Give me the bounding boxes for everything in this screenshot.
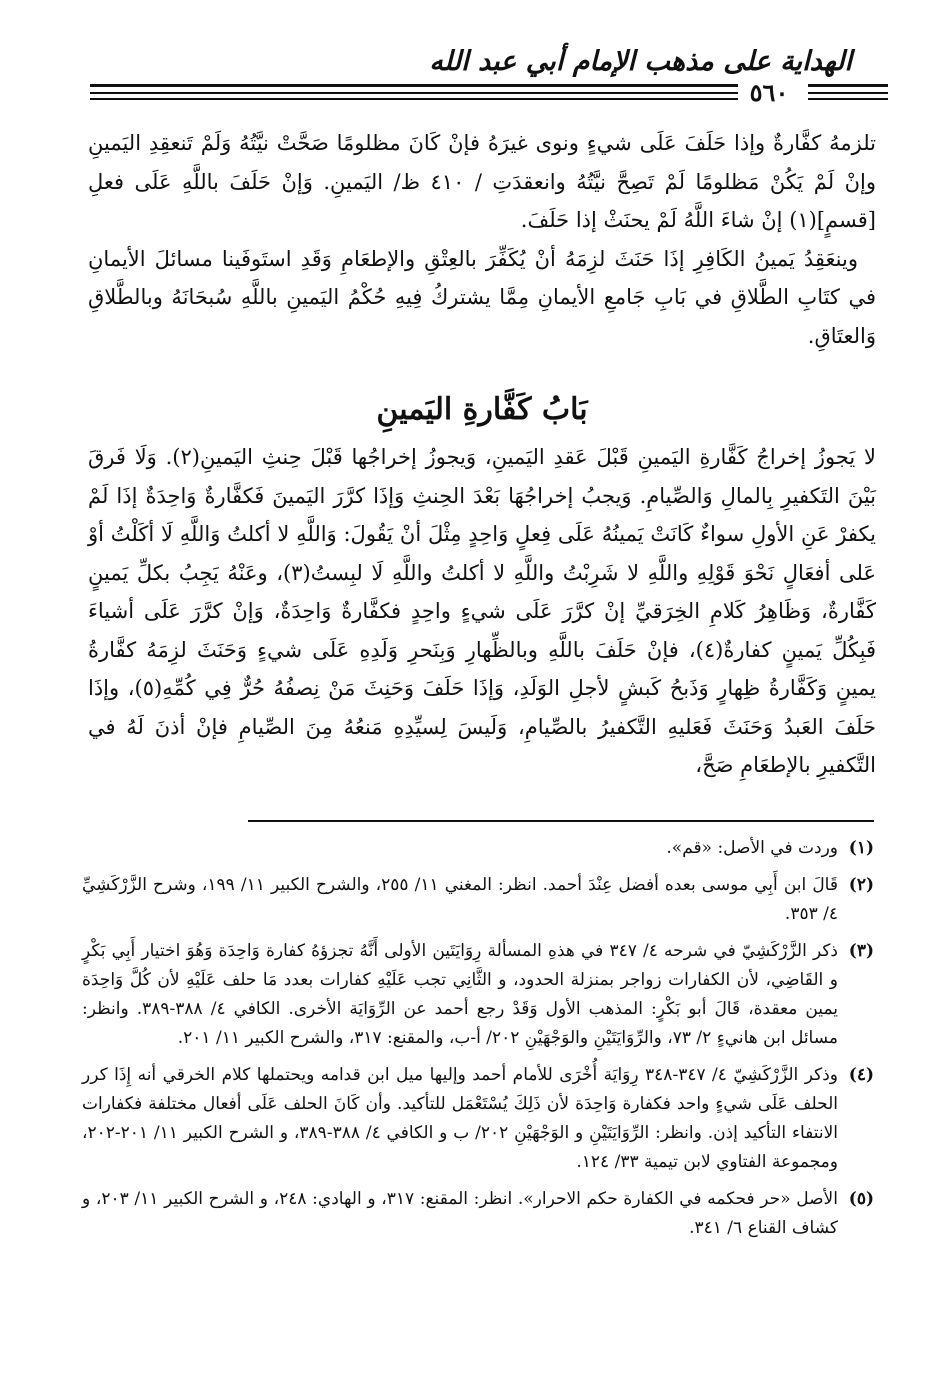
page-number: ٥٦٠ — [738, 78, 800, 107]
main-text-chapter — [88, 438, 876, 785]
body-paragraph: وينعَقِدُ يَمينُ الكَافِرِ إذَا حَنَثَ لزِمَهُ أنْ يُكَفِّرَ بالعِتْقِ والإطعَامِ وَقَدِ استَوفَينا مسائلَ الأيمانِ في كتَابِ الطَّلاقِ في بَابِ جَامعِ الأيمانِ مِمَّا يشتركُ فِيهِ حُكْمُ اليَمينِ باللَّهِ سُبحَانَهُ وبالطَّلاقِ وَالعتَاقِ. — [88, 246, 876, 348]
body-paragraph: تلزمهُ كفَّارةٌ وإذا حَلَفَ عَلَى شيءٍ ونوى غيرَهُ فإنْ كَانَ مظلومًا صَحَّتْ نيَّتُهُ وَلَمْ تَنعقِدِ اليَمينِ وإنْ لَمْ يَكُنْ مَظلومًا لَمْ تَصِحَّ نيَّتُهُ وانعقدَتِ / ٤١٠ ظ/ اليَمينِ. وَإنْ حَلَفَ باللَّهِ عَلَى فعلِ [قسمٍ](١) إنْ شاءَ اللَّهُ لَمْ يحنَثْ إذا حَلَفَ. — [88, 131, 876, 232]
footnotes — [82, 834, 874, 1251]
footnote-text: وردت في الأصل: «قم». — [666, 838, 838, 858]
header-rule — [90, 84, 790, 87]
footnote-number: (٣) — [848, 941, 874, 961]
footnote — [82, 834, 874, 863]
footnote — [82, 871, 874, 929]
header-rule — [808, 84, 888, 87]
chapter-title: بَابُ كَفَّارةِ اليَمينِ — [376, 392, 588, 427]
footnote — [82, 1061, 874, 1177]
footnote-number: (١) — [848, 838, 874, 858]
footnote-number: (٢) — [848, 875, 874, 895]
header-rule — [808, 98, 888, 100]
header-rule — [808, 92, 888, 94]
running-title: الهداية على مذهب الإمام أبي عبد الله — [429, 46, 852, 77]
footnote-text: ذكر الزَّرْكَشِيّ في شرحه ٤/ ٣٤٧ في هذهِ المسألة رِوَايَتَين الأولى أَنَّهُ تجزؤهُ كفارة وَاحِدَة وَهُوَ اختيار أَبِي بَكْرٍ و القَاضِي، لأن الكفارات زواجر بمنزلة الحدود، و الثَّانِي تجب عَلَيْهِ كفارات بعدد مَا حلف عَلَيْهِ لأن كُلَّ وَاحِدَة يمين معقدة، قَالَ أبو بَكْرٍ: المذهب الأول وَقَدْ رجع أحمد عن الرِّوَايَة الأخرى. الكافي ٤/ ٣٨٨-٣٨٩. وانظر: مسائل ابن هانيءٍ ٢/ ٧٣، والرِّوَايَتَيْنِ والوَجْهَيْنِ ٢٠٢/ أ-ب، والمقنع: ٣١٧، والشرح الكبير ١١/ ٢٠١. — [82, 941, 838, 1048]
header-rule — [90, 92, 790, 94]
footnote — [82, 1185, 874, 1243]
footnote-text: قَالَ ابن أَبِي موسى بعده أفضل عِنْدَ أحمد. انظر: المغني ١١/ ٢٥٥، والشرح الكبير ١١/ ١٩٩، وشرح الزَّرْكَشِيِّ ٤/ ٣٥٣. — [82, 875, 838, 924]
footnote-number: (٤) — [848, 1065, 874, 1085]
footnote-number: (٥) — [848, 1189, 874, 1209]
body-paragraph: لا يَجوزُ إخراجُ كَفَّارةِ اليَمينِ قَبْلَ عَقدِ اليَمينِ، وَيجوزُ إخراجُها قَبْلَ حِنثِ اليَمينِ(٢). وَلَا فَرقَ بَيْنَ التَكفيرِ بِالمالِ وَالصِّيامِ. وَيجبُ إخراجُهَا بَعْدَ الحِنثِ وَإذَا كرَّرَ اليَمينَ فَكفَّارةٌ وَاحِدَةٌ إذَا لَمْ يكفرْ عَنِ الأولِ سواءٌ كَانَتْ يَمينُهُ عَلَى فِعلٍ وَاحِدٍ مِثْلَ أنْ يَقُولَ: وَاللَّهِ لا أكلتُ وَاللَّهِ لَا أكَلْتُ أوْ عَلى أفعَالٍ نَحْوَ قَوْلِهِ واللَّهِ لا شَرِبْتُ واللَّهِ لا أكلتُ واللَّهِ لَا لبِستُ(٣)، وعَنْهُ يَجِبُ بكلِّ يَمينٍ كَفَّارةٌ، وَظَاهِرُ كَلامِ الخِرَقيِّ إنْ كرَّرَ عَلَى شيءٍ واحِدٍ فكفَّارةٌ وَاحِدَةٌ، وَإنْ كرَّرَ عَلَى أشياءَ فَبِكُلِّ يَمينٍ كفارةٌ(٤)، فإنْ حَلَفَ باللَّهِ وبالظِّهارِ وَبِنَحرِ وَلَدِهِ عَلَى شيءٍ وَحَنَثَ لزِمَهُ كفَّارةُ يمينٍ وَكَفَّارةُ ظِهارٍ وَذَبحُ كَبشٍ لأجلِ الوَلَدِ، وَإذَا حَلَفَ وَحَنِثَ مَنْ نِصفُهُ حُرٌّ فِي كُمِّهِ(٥)، وإذَا حَلَفَ العَبدُ وَحَنَثَ فَعَليهِ التَّكفيرُ بالصِّيامِ، وَلَيسَ لِسيِّدِهِ مَنعُهُ مِنَ الصِّيامِ فإنْ أذنَ لَهُ في التَّكفيرِ بالإطعَامِ صَحَّ، — [88, 445, 876, 777]
footnote-rule — [248, 820, 874, 822]
footnote-text: وذكر الزَّرْكَشِيّ ٤/ ٣٤٧-٣٤٨ رِوَايَة أُخْرَى للأمام أحمد وإليها ميل ابن قدامه ويحتملها كلام الخرقي أنه إِذَا كرر الحلف عَلَى شيءٍ واحد فكفارة وَاحِدَة لأن ذَلِكَ يُسْتَعْمَل للتأكيد. وأن كَانَ الحلف عَلَى أفعال مختلفة فكفارات الانتفاء التأكيد إذن. وانظر: الرِّوَايَتَيْنِ و الوَجْهَيْنِ ٢٠٢/ ب و الكافي ٤/ ٣٨٨-٣٨٩، و الشرح الكبير ١١/ ٢٠١-٢٠٢، ومجموعة الفتاوي لابن تيمية ٣٣/ ١٢٤. — [82, 1065, 839, 1172]
main-text-top — [88, 124, 876, 355]
footnote-text: الأصل «حر فحكمه في الكفارة حكم الاحرار». انظر: المقنع: ٣١٧، و الهادي: ٢٤٨، و الشرح الكبير ١١/ ٢٠٣، و كشاف القناع ٦/ ٣٤١. — [82, 1189, 838, 1238]
header-rule — [90, 98, 790, 100]
footnote — [82, 937, 874, 1053]
